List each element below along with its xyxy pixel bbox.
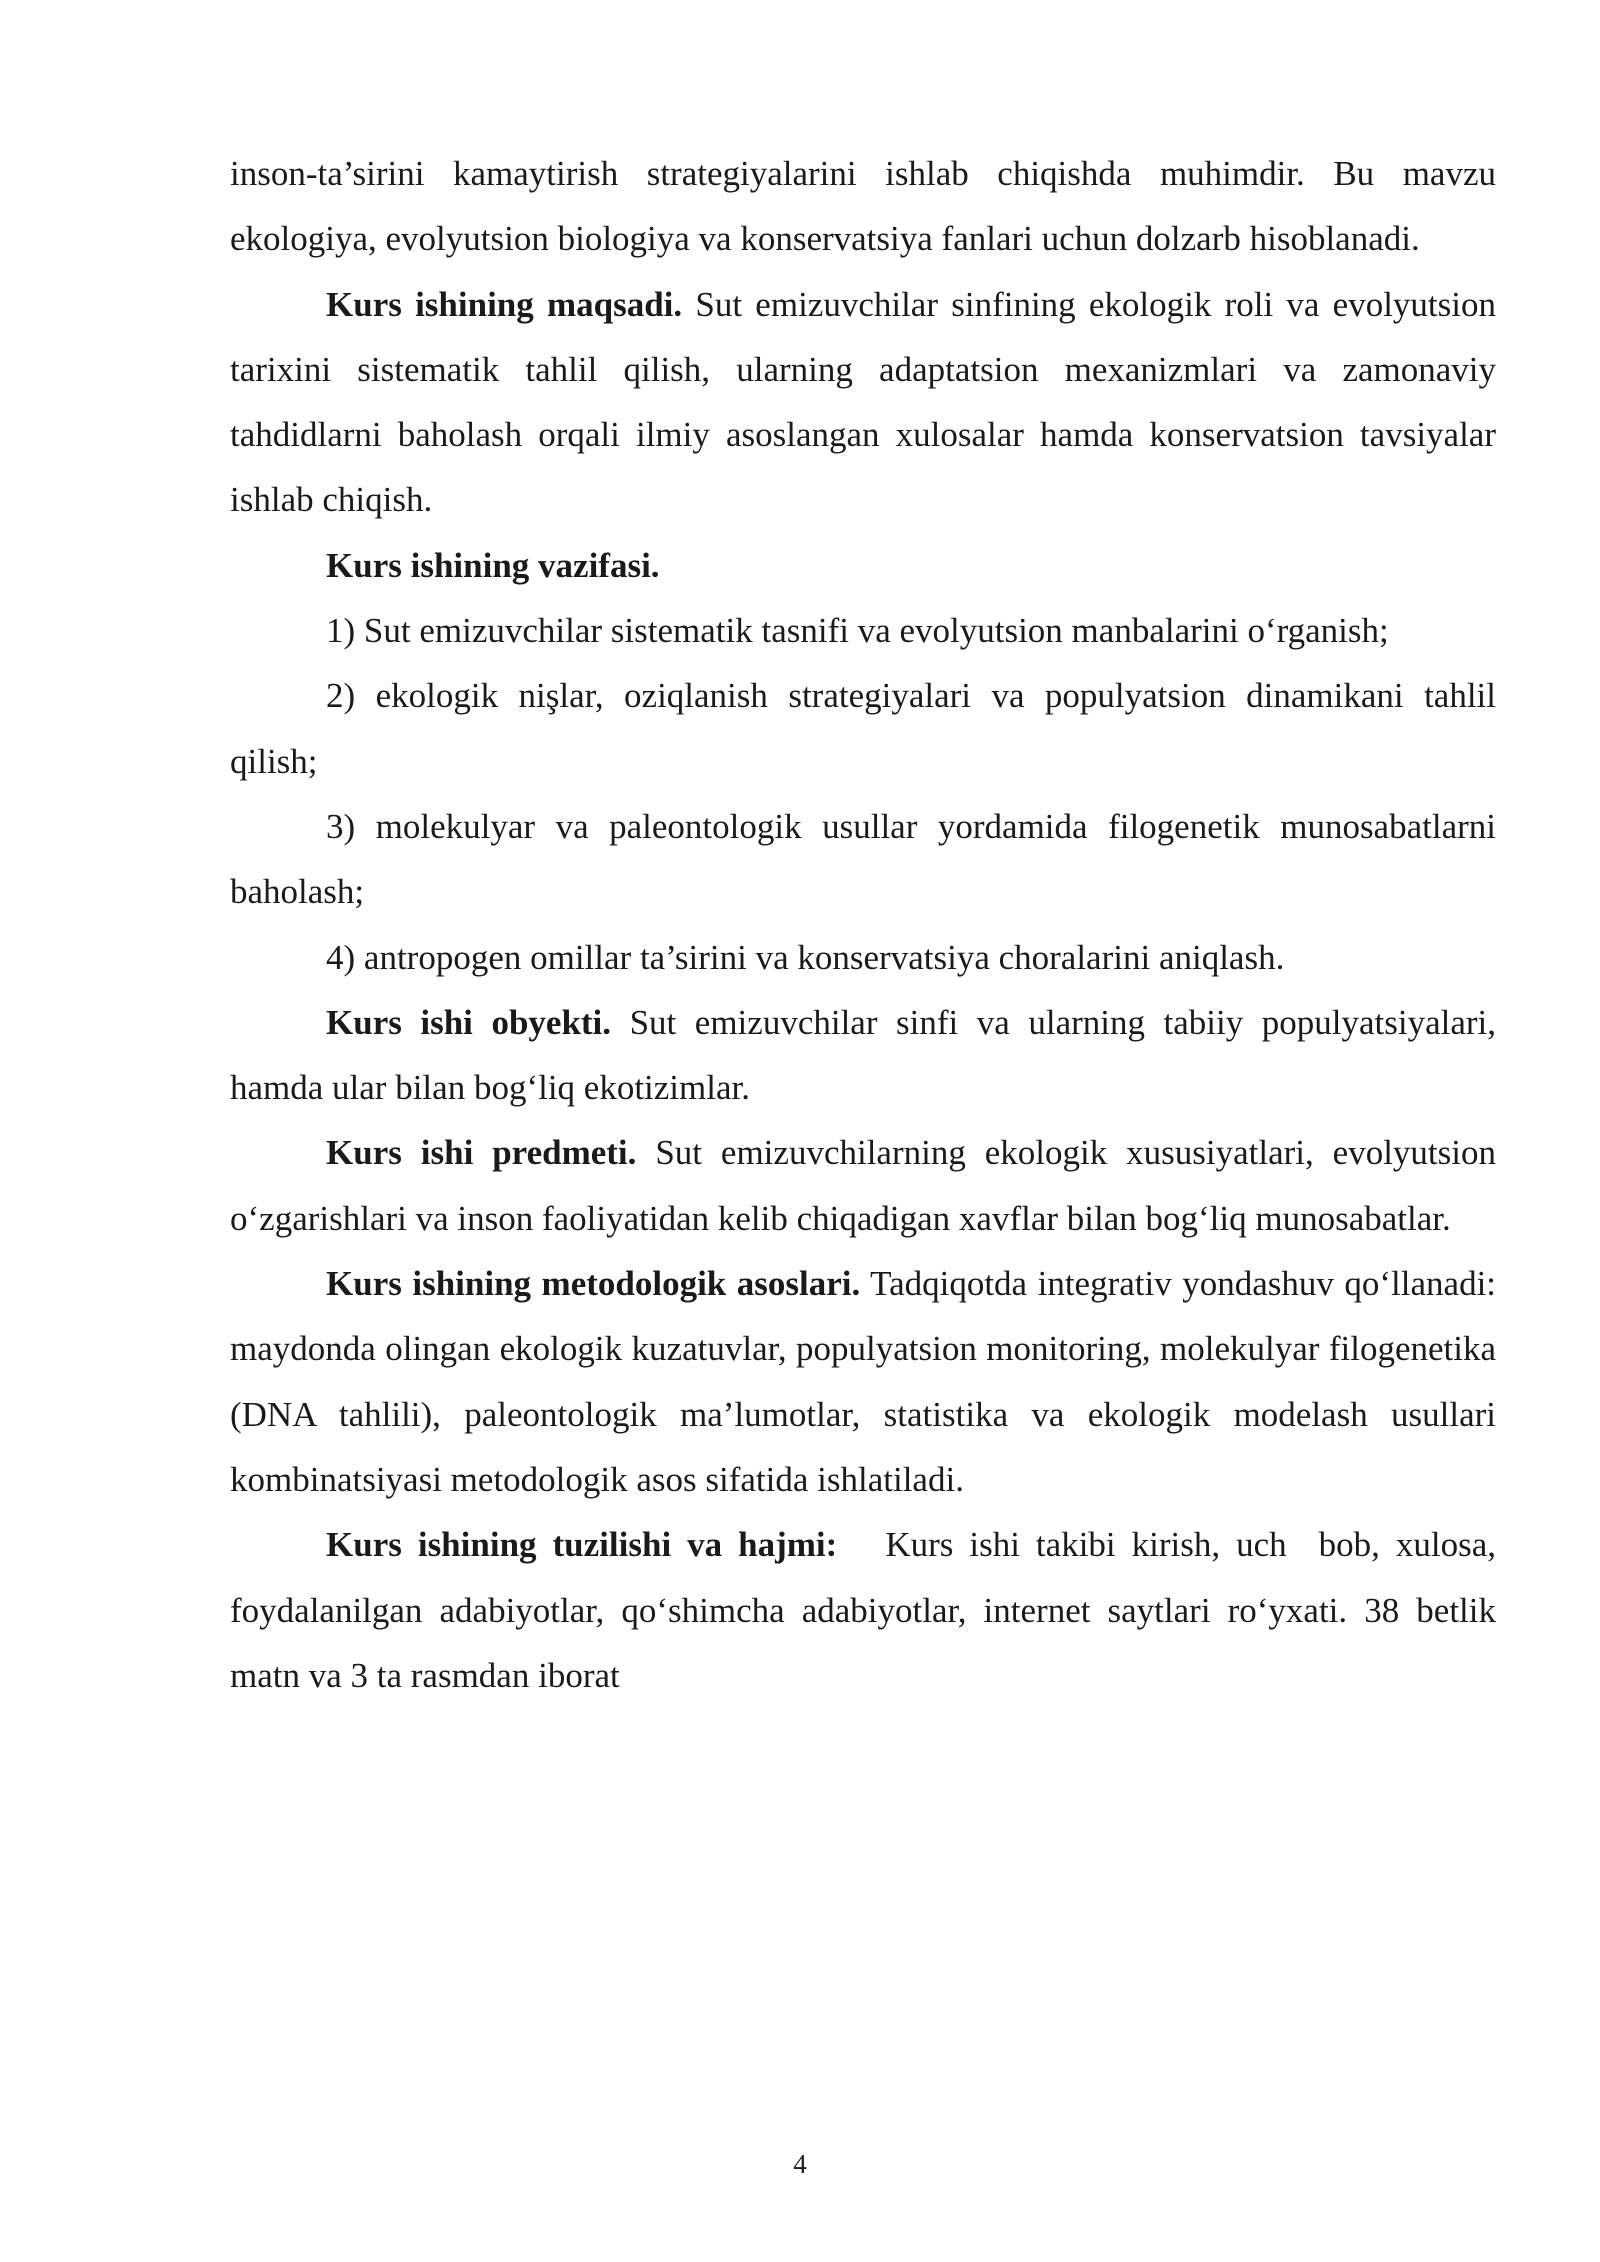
task-item-2: 2) ekologik nişlar, oziqlanish strategiyalari va populyatsion dinamikani tahlil qilish; bbox=[230, 676, 1496, 781]
task-item-1: 1) Sut emizuvchilar sistematik tasnifi va evolyutsion manbalarini o‘rganish; bbox=[326, 611, 1389, 651]
tasks-heading-paragraph bbox=[230, 533, 1496, 598]
subject-text: Sut emizuvchilarning ekologik xususiyatlari, evolyutsion o‘zgarishlari va inson faoliyatidan kelib chiqadigan xavflar bilan bog‘liq munosabatlar. bbox=[230, 1133, 1505, 1238]
methodology-heading: Kurs ishining metodologik asoslari. bbox=[326, 1264, 861, 1304]
structure-text: Kurs ishi takibi kirish, uch bob, xulosa, foydalanilgan adabiyotlar, qo‘shimcha adabiyotlar, internet saytlari ro‘yxati. 38 betlik matn va 3 ta rasmdan iborat bbox=[230, 1525, 1505, 1695]
task-item-4: 4) antropogen omillar ta’sirini va konservatsiya choralarini aniqlash. bbox=[326, 937, 1285, 977]
subject-paragraph bbox=[230, 1120, 1505, 1251]
document-body bbox=[230, 141, 1505, 1708]
goal-paragraph bbox=[230, 272, 1505, 533]
page-number: 4 bbox=[793, 2149, 807, 2179]
structure-heading: Kurs ishining tuzilishi va hajmi: bbox=[326, 1525, 838, 1565]
goal-heading: Kurs ishining maqsadi. bbox=[326, 284, 683, 324]
tasks-heading: Kurs ishining vazifasi. bbox=[326, 545, 660, 585]
goal-text: Sut emizuvchilar sinfining ekologik roli va evolyutsion tarixini sistematik tahlil qilish, ularning adaptatsion mexanizmlari va zamonaviy tahdidlarni baholash orqali ilmiy asoslangan xulosalar hamda konservatsion tavsiyalar ishlab chiqish. bbox=[230, 284, 1505, 520]
methodology-paragraph bbox=[230, 1251, 1505, 1512]
subject-heading: Kurs ishi predmeti. bbox=[326, 1133, 637, 1173]
object-heading: Kurs ishi obyekti. bbox=[326, 1002, 612, 1042]
object-text: Sut emizuvchilar sinfi va ularning tabiiy populyatsiyalari, hamda ular bilan bog‘liq ekotizimlar. bbox=[230, 1002, 1505, 1108]
intro-paragraph: inson-ta’sirini kamaytirish strategiyalarini ishlab chiqishda muhimdir. Bu mavzu ekologiya, evolyutsion biologiya va konservatsiya fanlari uchun dolzarb hisoblanadi. bbox=[230, 154, 1496, 259]
object-paragraph bbox=[230, 990, 1505, 1121]
methodology-text: Tadqiqotda integrativ yondashuv qo‘llanadi: maydonda olingan ekologik kuzatuvlar, populyatsion monitoring, molekulyar filogenetika (DNA tahlili), paleontologik ma’lumotlar, statistika va ekologik modelash usullari kombinatsiyasi metodologik asos sifatida ishlatiladi. bbox=[230, 1264, 1505, 1499]
structure-paragraph bbox=[230, 1512, 1505, 1708]
task-item-3: 3) molekulyar va paleontologik usullar yordamida filogenetik munosabatlarni baholash; bbox=[230, 806, 1496, 912]
